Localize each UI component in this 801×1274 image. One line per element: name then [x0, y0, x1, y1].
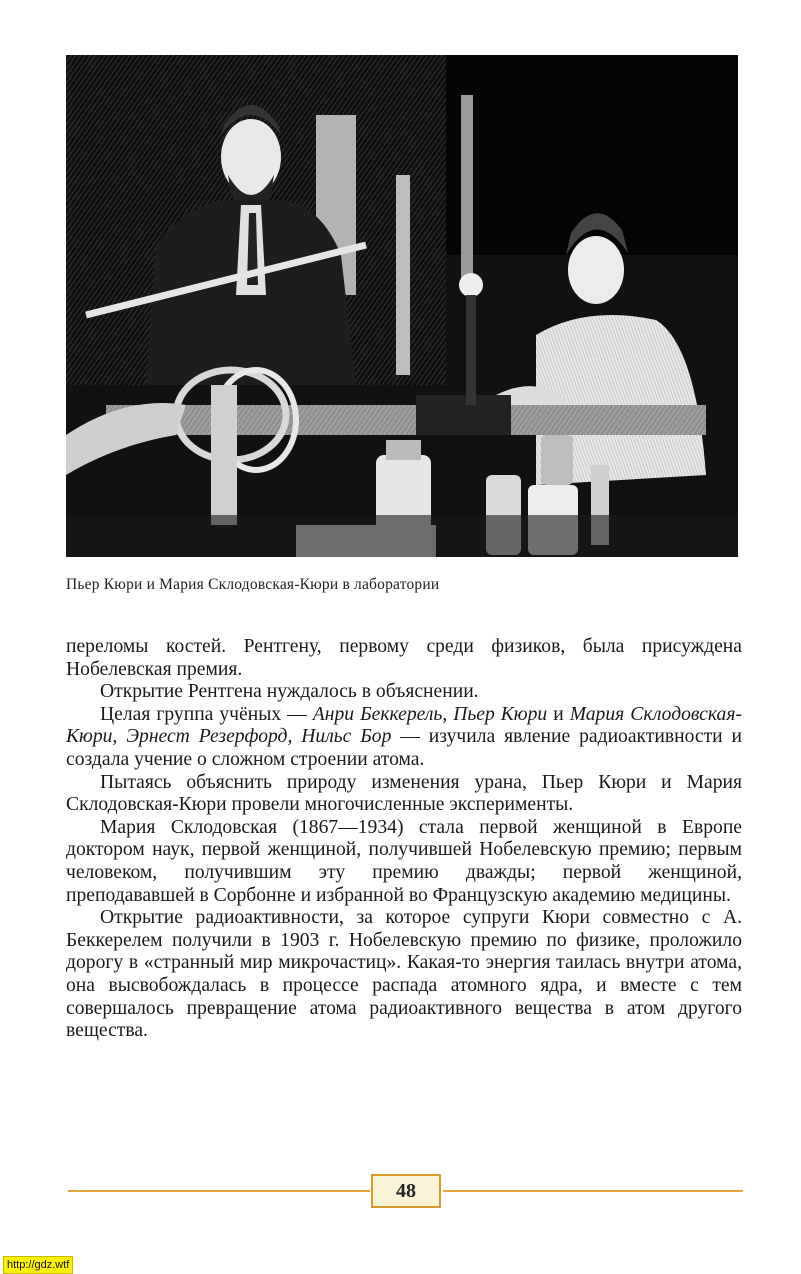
scientist-names-2: Мария Склодовская-Кюри, Эрнест Резерфорд, Нильс Бор: [66, 703, 742, 748]
paragraph-1: переломы костей. Рентгену, первому среди физиков, была присуждена Нобелевская премия.: [66, 636, 742, 680]
paragraph-3-end: — изучила явление радиоактивности и создала учение о сложном строении атома.: [66, 726, 742, 770]
body-text: [66, 636, 742, 1043]
footer-rule-right: [443, 1190, 743, 1192]
illustration-caption: Пьер Кюри и Мария Склодовская-Кюри в лаборатории: [66, 576, 440, 593]
paragraph-4: Пытаясь объяснить природу изменения урана, Пьер Кюри и Мария Склодовская-Кюри провели многочисленные эксперименты.: [66, 771, 742, 816]
paragraph-3-start: Целая группа учёных —: [100, 703, 313, 725]
paragraph-5: Мария Склодовская (1867—1934) стала первой женщиной в Европе доктором наук, первой женщиной, получившей Нобелевскую премию; первым человеком, получившим эту премию дважды; первой женщиной, преподававшей в Сорбонне и избранной во Французскую академию медицины.: [66, 816, 742, 906]
laboratory-illustration: [66, 55, 738, 557]
footer-rule-left: [68, 1190, 370, 1192]
scientist-names-1: Анри Беккерель, Пьер Кюри: [312, 703, 548, 725]
paragraph-3: [66, 704, 742, 772]
page-number: 48: [371, 1174, 441, 1208]
paragraph-2: Открытие Рентгена нуждалось в объяснении.: [100, 681, 479, 703]
paragraph-6: Открытие радиоактивности, за которое супруги Кюри совместно с А. Беккерелем получили в 1903 г. Нобелевскую премию по физике, проложило дорогу в «странный мир микрочастиц». Какая-то энергия таилась внутри атома, она высвобождалась в процессе распада атомного ядра, и вместе с тем совершалось превращение атома радиоактивного вещества в атом другого вещества.: [66, 907, 742, 1042]
paragraph-3-and: и: [547, 703, 570, 725]
watermark-link[interactable]: http://gdz.wtf: [3, 1256, 73, 1274]
